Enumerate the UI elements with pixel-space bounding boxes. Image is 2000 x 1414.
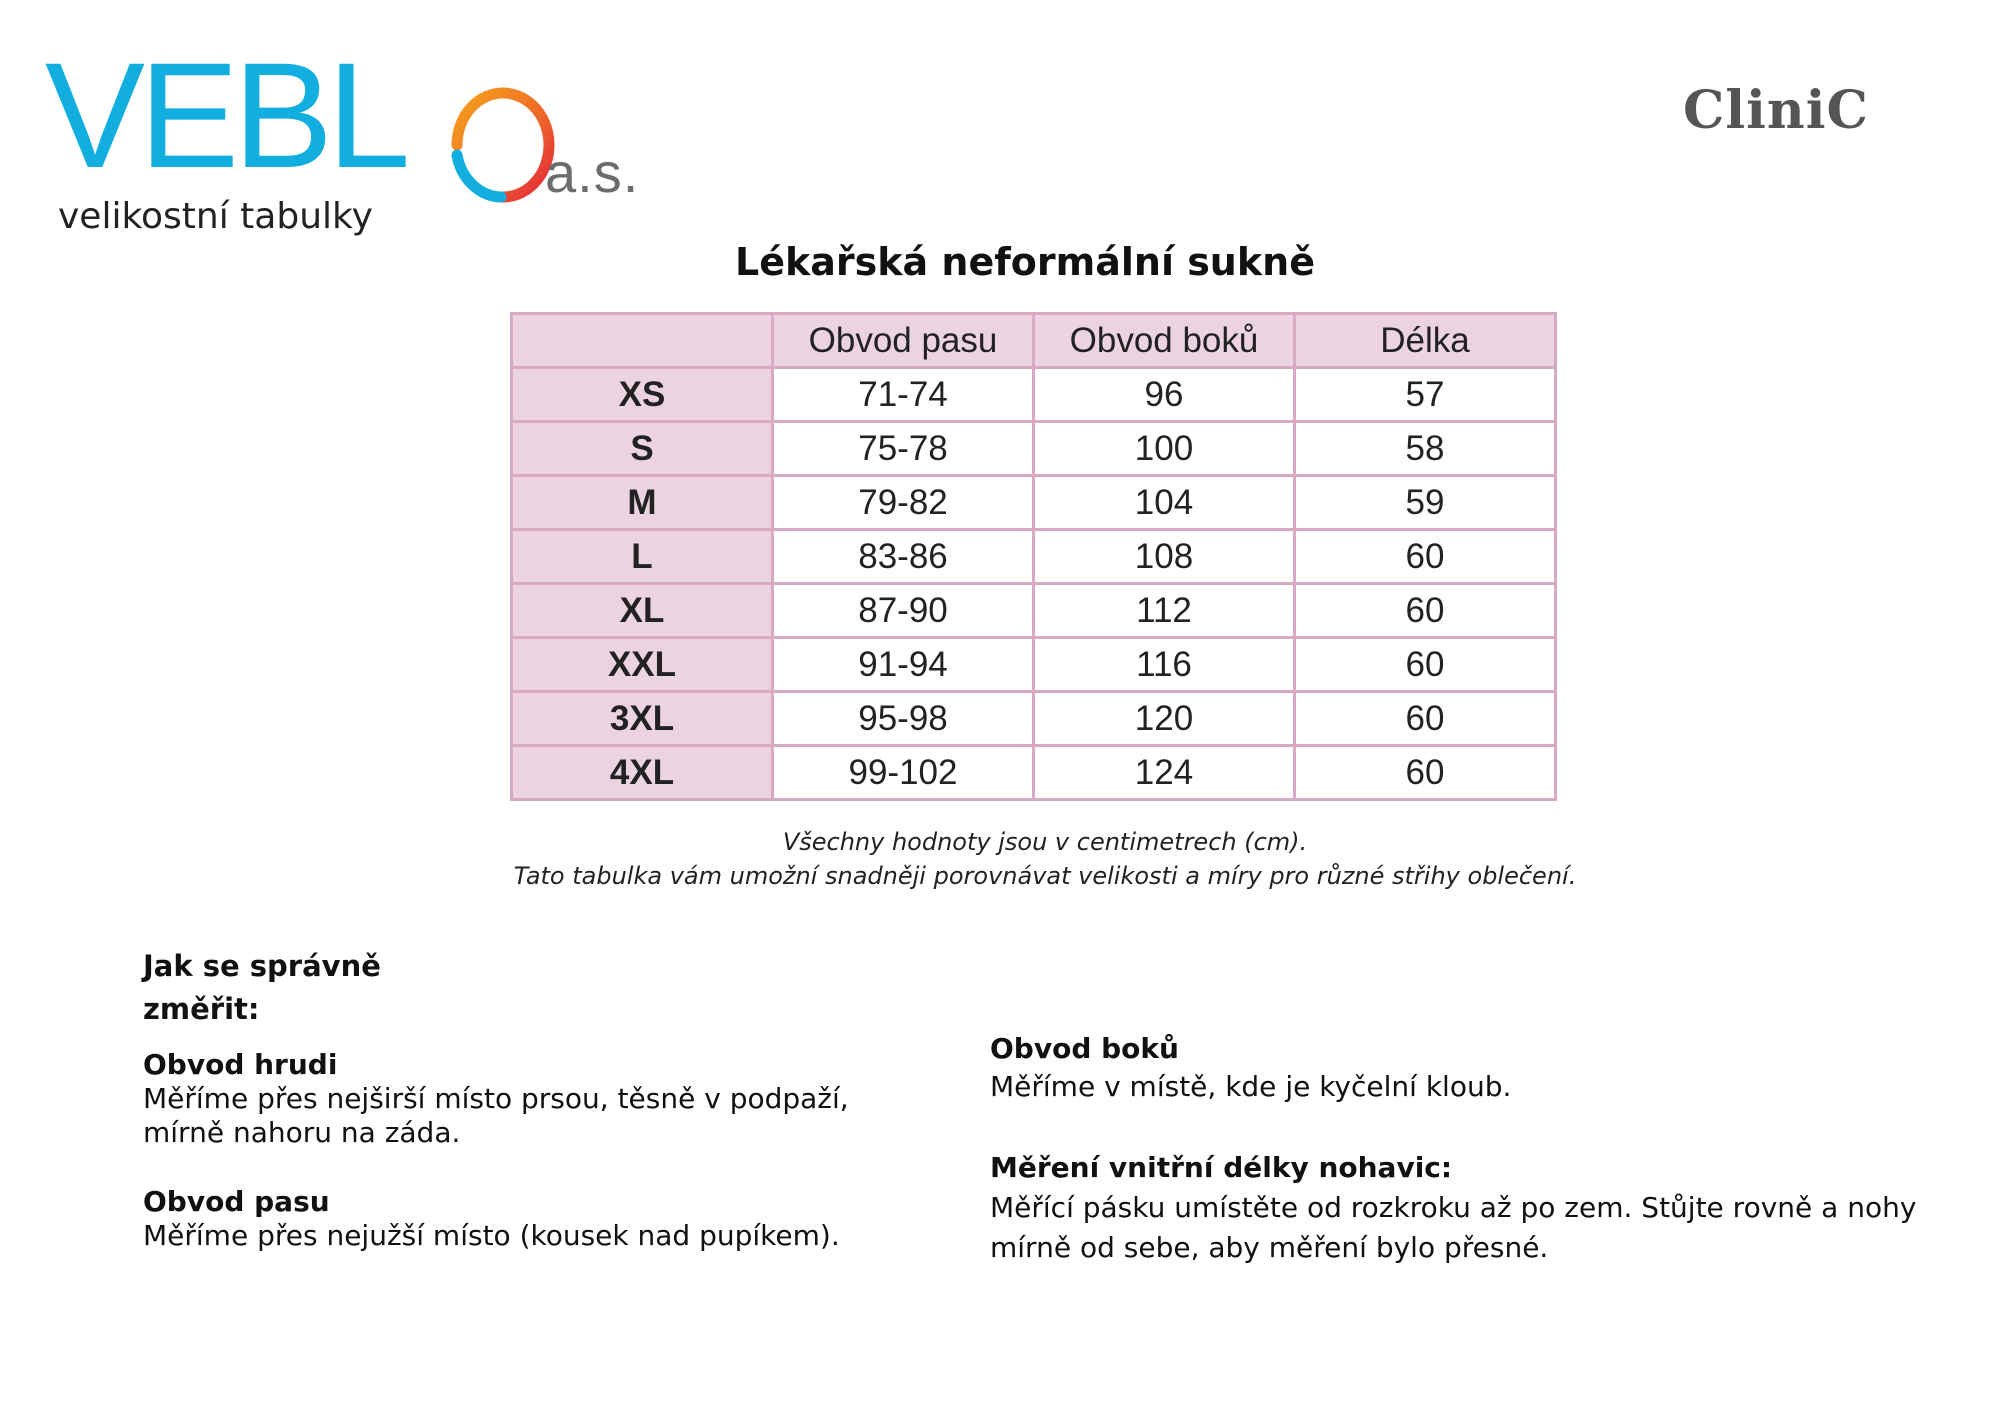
chest-text: Měříme přes nejširší místo prsou, těsně v podpaží, mírně nahoru na záda. <box>143 1082 849 1149</box>
waist-section <box>143 1185 923 1253</box>
hips-cell: 104 <box>1034 476 1295 530</box>
table-row <box>512 692 1556 746</box>
logo-suffix: a.s. <box>545 141 640 204</box>
page-title: Lékařská neformální sukně <box>735 240 1315 284</box>
page-subtitle: velikostní tabulky <box>58 196 373 237</box>
units-note: Všechny hodnoty jsou v centimetrech (cm). <box>782 828 1308 856</box>
table-row <box>512 584 1556 638</box>
size-cell: XL <box>512 584 773 638</box>
waist-text: Měříme přes nejužší místo (kousek nad pupíkem). <box>143 1219 840 1252</box>
logo-wordmark: VEBL <box>45 31 405 199</box>
size-cell: XXL <box>512 638 773 692</box>
hips-section <box>990 1030 1950 1106</box>
length-cell: 60 <box>1295 530 1556 584</box>
logo-ring-icon <box>445 85 555 210</box>
chest-title: Obvod hrudi <box>143 1048 338 1081</box>
waist-title: Obvod pasu <box>143 1185 330 1218</box>
hips-cell: 112 <box>1034 584 1295 638</box>
waist-cell: 79-82 <box>773 476 1034 530</box>
table-header-hips: Obvod boků <box>1034 314 1295 368</box>
table-row <box>512 746 1556 800</box>
inseam-section <box>990 1148 1980 1268</box>
table-row <box>512 638 1556 692</box>
table-header-row <box>512 314 1556 368</box>
waist-cell: 87-90 <box>773 584 1034 638</box>
hips-cell: 116 <box>1034 638 1295 692</box>
hips-cell: 120 <box>1034 692 1295 746</box>
table-header-corner <box>512 314 773 368</box>
size-cell: L <box>512 530 773 584</box>
table-row <box>512 422 1556 476</box>
table-row <box>512 530 1556 584</box>
chest-section <box>143 1048 923 1150</box>
hips-text: Měříme v místě, kde je kyčelní kloub. <box>990 1070 1512 1103</box>
comparison-note: Tato tabulka vám umožní snadněji porovnávat velikosti a míry pro různé střihy oblečení. <box>513 862 1577 890</box>
length-cell: 58 <box>1295 422 1556 476</box>
size-cell: 4XL <box>512 746 773 800</box>
table-row <box>512 368 1556 422</box>
size-cell: 3XL <box>512 692 773 746</box>
inseam-text: Měřící pásku umístěte od rozkroku až po zem. Stůjte rovně a nohy mírně od sebe, aby měření bylo přesné. <box>990 1191 1917 1264</box>
waist-cell: 71-74 <box>773 368 1034 422</box>
hips-title: Obvod boků <box>990 1032 1179 1065</box>
waist-cell: 91-94 <box>773 638 1034 692</box>
vebl-logo <box>45 31 640 204</box>
table-header-length: Délka <box>1295 314 1556 368</box>
hips-cell: 124 <box>1034 746 1295 800</box>
length-cell: 60 <box>1295 692 1556 746</box>
length-cell: 57 <box>1295 368 1556 422</box>
size-table-container <box>510 312 1557 801</box>
hips-cell: 100 <box>1034 422 1295 476</box>
waist-cell: 95-98 <box>773 692 1034 746</box>
size-cell: M <box>512 476 773 530</box>
length-cell: 60 <box>1295 638 1556 692</box>
waist-cell: 75-78 <box>773 422 1034 476</box>
size-cell: S <box>512 422 773 476</box>
measure-heading: Jak se správně změřit: <box>143 949 381 1026</box>
inseam-title: Měření vnitřní délky nohavic: <box>990 1151 1453 1184</box>
size-table <box>510 312 1557 801</box>
length-cell: 59 <box>1295 476 1556 530</box>
clinic-logo: CliniC <box>1683 80 1869 141</box>
hips-cell: 96 <box>1034 368 1295 422</box>
size-cell: XS <box>512 368 773 422</box>
hips-cell: 108 <box>1034 530 1295 584</box>
waist-cell: 83-86 <box>773 530 1034 584</box>
waist-cell: 99-102 <box>773 746 1034 800</box>
length-cell: 60 <box>1295 746 1556 800</box>
table-row <box>512 476 1556 530</box>
length-cell: 60 <box>1295 584 1556 638</box>
table-header-waist: Obvod pasu <box>773 314 1034 368</box>
